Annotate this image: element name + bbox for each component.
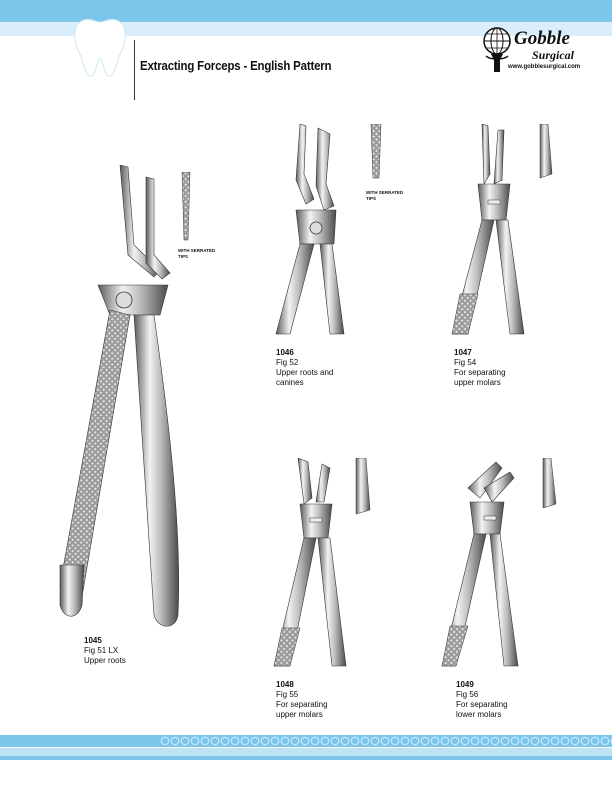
description: upper molars — [454, 378, 501, 387]
fig-number: Fig 55 — [276, 690, 299, 699]
logo-subtitle: Surgical — [532, 48, 575, 62]
product-code: 1049 — [456, 680, 474, 689]
note-line: TIPS — [366, 195, 377, 201]
description: For separating — [276, 700, 328, 709]
fig-number: Fig 51 LX — [84, 646, 119, 655]
forceps-1045-image — [50, 165, 230, 635]
serrated-tip-1045-image — [180, 172, 192, 242]
tip-1047-image — [536, 124, 554, 180]
description: For separating — [454, 368, 506, 377]
description: canines — [276, 378, 304, 387]
description: upper molars — [276, 710, 323, 719]
note-line: WITH SERRATED — [178, 248, 216, 253]
product-code: 1046 — [276, 348, 294, 357]
caption-1049 — [456, 680, 508, 720]
fig-number: Fig 56 — [456, 690, 479, 699]
fig-number: Fig 52 — [276, 358, 299, 367]
caption-1048 — [276, 680, 328, 720]
product-code: 1045 — [84, 636, 102, 645]
logo-url: www.gobblesurgical.com — [508, 64, 581, 70]
product-code: 1047 — [454, 348, 472, 357]
caption-1046 — [276, 348, 333, 388]
tip-1049-image — [540, 458, 558, 510]
serrated-tip-1046-image — [368, 124, 384, 180]
product-code: 1048 — [276, 680, 294, 689]
forceps-1048-image — [270, 458, 350, 670]
note-line: TIPS — [178, 253, 189, 259]
tooth-icon — [70, 14, 130, 80]
note-serrated-2 — [366, 190, 403, 201]
description: Upper roots and — [276, 368, 334, 377]
forceps-1046-image — [270, 124, 350, 338]
caption-1047 — [454, 348, 506, 388]
header-divider — [134, 40, 135, 100]
note-line: WITH SERRATED — [366, 190, 404, 195]
footer-dot-pattern — [160, 735, 612, 747]
fig-number: Fig 54 — [454, 358, 477, 367]
tip-1048-image — [352, 458, 372, 518]
caption-1045 — [84, 636, 126, 666]
note-serrated-1 — [178, 248, 215, 259]
footer-band-thin — [0, 756, 612, 760]
page-title: Extracting Forceps - English Pattern — [140, 58, 332, 73]
description: lower molars — [456, 710, 502, 719]
description: For separating — [456, 700, 508, 709]
forceps-1049-image — [440, 458, 520, 670]
logo-name: Gobble — [514, 28, 570, 49]
forceps-1047-image — [448, 124, 528, 338]
footer-band-light — [0, 748, 612, 756]
description: Upper roots — [84, 656, 126, 665]
